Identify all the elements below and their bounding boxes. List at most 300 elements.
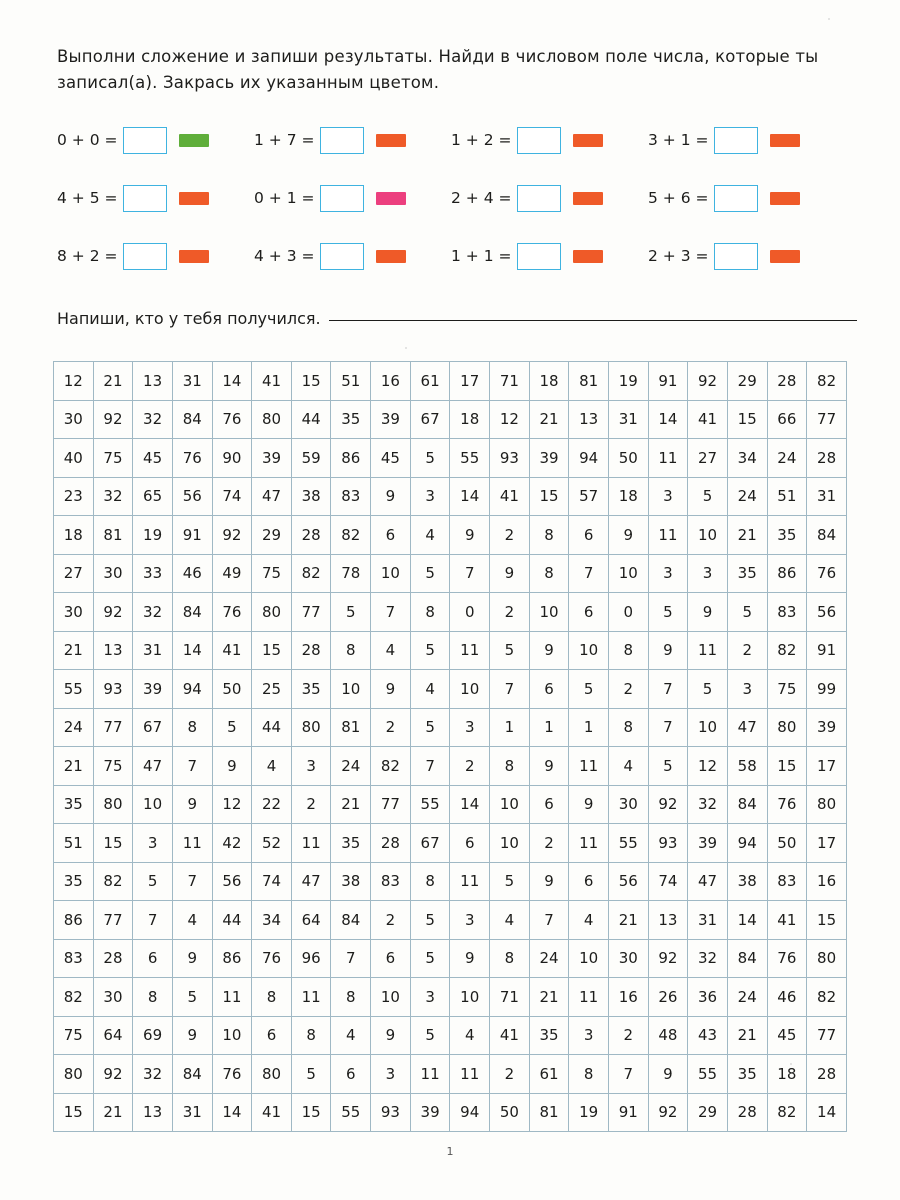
grid-cell[interactable]: 61 xyxy=(529,1055,569,1094)
grid-cell[interactable]: 92 xyxy=(93,400,133,439)
grid-cell[interactable]: 76 xyxy=(172,439,212,478)
grid-cell[interactable]: 38 xyxy=(291,477,331,516)
grid-cell[interactable]: 11 xyxy=(291,824,331,863)
grid-cell[interactable]: 8 xyxy=(569,1055,609,1094)
grid-cell[interactable]: 15 xyxy=(767,747,807,786)
grid-cell[interactable]: 74 xyxy=(648,862,688,901)
grid-cell[interactable]: 31 xyxy=(688,901,728,940)
grid-cell[interactable]: 0 xyxy=(608,593,648,632)
grid-cell[interactable]: 67 xyxy=(410,824,450,863)
grid-cell[interactable]: 55 xyxy=(410,785,450,824)
grid-cell[interactable]: 93 xyxy=(371,1093,411,1132)
grid-cell[interactable]: 10 xyxy=(608,554,648,593)
grid-cell[interactable]: 14 xyxy=(212,362,252,401)
grid-cell[interactable]: 51 xyxy=(767,477,807,516)
grid-cell[interactable]: 21 xyxy=(54,631,94,670)
grid-cell[interactable]: 5 xyxy=(490,631,530,670)
grid-cell[interactable]: 18 xyxy=(608,477,648,516)
grid-cell[interactable]: 7 xyxy=(410,747,450,786)
answer-input-box[interactable] xyxy=(714,185,758,212)
grid-cell[interactable]: 0 xyxy=(450,593,490,632)
grid-cell[interactable]: 41 xyxy=(212,631,252,670)
grid-cell[interactable]: 80 xyxy=(252,593,292,632)
grid-cell[interactable]: 30 xyxy=(608,785,648,824)
grid-cell[interactable]: 8 xyxy=(291,1016,331,1055)
grid-cell[interactable]: 5 xyxy=(727,593,767,632)
grid-cell[interactable]: 11 xyxy=(648,439,688,478)
grid-cell[interactable]: 35 xyxy=(727,554,767,593)
grid-cell[interactable]: 21 xyxy=(54,747,94,786)
grid-cell[interactable]: 4 xyxy=(331,1016,371,1055)
grid-cell[interactable]: 30 xyxy=(93,554,133,593)
grid-cell[interactable]: 94 xyxy=(450,1093,490,1132)
grid-cell[interactable]: 64 xyxy=(93,1016,133,1055)
grid-cell[interactable]: 4 xyxy=(490,901,530,940)
grid-cell[interactable]: 11 xyxy=(648,516,688,555)
grid-cell[interactable]: 67 xyxy=(133,708,173,747)
grid-cell[interactable]: 2 xyxy=(450,747,490,786)
grid-cell[interactable]: 10 xyxy=(450,978,490,1017)
answer-input-box[interactable] xyxy=(517,127,561,154)
grid-cell[interactable]: 55 xyxy=(54,670,94,709)
grid-cell[interactable]: 82 xyxy=(54,978,94,1017)
grid-cell[interactable]: 50 xyxy=(490,1093,530,1132)
grid-cell[interactable]: 80 xyxy=(807,939,847,978)
grid-cell[interactable]: 29 xyxy=(688,1093,728,1132)
grid-cell[interactable]: 75 xyxy=(93,439,133,478)
grid-cell[interactable]: 77 xyxy=(807,400,847,439)
grid-cell[interactable]: 9 xyxy=(529,747,569,786)
grid-cell[interactable]: 92 xyxy=(648,785,688,824)
grid-cell[interactable]: 56 xyxy=(212,862,252,901)
grid-cell[interactable]: 11 xyxy=(450,631,490,670)
grid-cell[interactable]: 39 xyxy=(807,708,847,747)
grid-cell[interactable]: 47 xyxy=(291,862,331,901)
grid-cell[interactable]: 18 xyxy=(767,1055,807,1094)
grid-cell[interactable]: 43 xyxy=(688,1016,728,1055)
grid-cell[interactable]: 35 xyxy=(727,1055,767,1094)
grid-cell[interactable]: 40 xyxy=(54,439,94,478)
grid-cell[interactable]: 75 xyxy=(767,670,807,709)
grid-cell[interactable]: 9 xyxy=(371,1016,411,1055)
grid-cell[interactable]: 83 xyxy=(54,939,94,978)
grid-cell[interactable]: 93 xyxy=(93,670,133,709)
grid-cell[interactable]: 3 xyxy=(410,978,450,1017)
grid-cell[interactable]: 7 xyxy=(450,554,490,593)
grid-cell[interactable]: 13 xyxy=(133,362,173,401)
grid-cell[interactable]: 5 xyxy=(648,747,688,786)
grid-cell[interactable]: 7 xyxy=(648,670,688,709)
grid-cell[interactable]: 26 xyxy=(648,978,688,1017)
grid-cell[interactable]: 83 xyxy=(767,593,807,632)
grid-cell[interactable]: 29 xyxy=(252,516,292,555)
answer-input-box[interactable] xyxy=(517,185,561,212)
grid-cell[interactable]: 76 xyxy=(767,785,807,824)
grid-cell[interactable]: 14 xyxy=(450,477,490,516)
grid-cell[interactable]: 55 xyxy=(331,1093,371,1132)
grid-cell[interactable]: 35 xyxy=(54,785,94,824)
grid-cell[interactable]: 6 xyxy=(371,516,411,555)
grid-cell[interactable]: 5 xyxy=(410,939,450,978)
grid-cell[interactable]: 28 xyxy=(291,631,331,670)
grid-cell[interactable]: 9 xyxy=(450,939,490,978)
grid-cell[interactable]: 6 xyxy=(569,516,609,555)
grid-cell[interactable]: 11 xyxy=(450,862,490,901)
grid-cell[interactable]: 19 xyxy=(608,362,648,401)
grid-cell[interactable]: 13 xyxy=(133,1093,173,1132)
grid-cell[interactable]: 16 xyxy=(608,978,648,1017)
grid-cell[interactable]: 21 xyxy=(608,901,648,940)
grid-cell[interactable]: 6 xyxy=(252,1016,292,1055)
grid-cell[interactable]: 18 xyxy=(450,400,490,439)
grid-cell[interactable]: 47 xyxy=(252,477,292,516)
grid-cell[interactable]: 12 xyxy=(688,747,728,786)
grid-cell[interactable]: 1 xyxy=(569,708,609,747)
grid-cell[interactable]: 3 xyxy=(450,708,490,747)
grid-cell[interactable]: 7 xyxy=(133,901,173,940)
grid-cell[interactable]: 8 xyxy=(490,747,530,786)
grid-cell[interactable]: 78 xyxy=(331,554,371,593)
grid-cell[interactable]: 35 xyxy=(331,824,371,863)
grid-cell[interactable]: 82 xyxy=(331,516,371,555)
grid-cell[interactable]: 30 xyxy=(54,593,94,632)
grid-cell[interactable]: 3 xyxy=(648,554,688,593)
grid-cell[interactable]: 9 xyxy=(172,1016,212,1055)
grid-cell[interactable]: 50 xyxy=(212,670,252,709)
grid-cell[interactable]: 76 xyxy=(807,554,847,593)
grid-cell[interactable]: 32 xyxy=(133,1055,173,1094)
grid-cell[interactable]: 48 xyxy=(648,1016,688,1055)
grid-cell[interactable]: 65 xyxy=(133,477,173,516)
grid-cell[interactable]: 21 xyxy=(93,1093,133,1132)
grid-cell[interactable]: 31 xyxy=(172,1093,212,1132)
grid-cell[interactable]: 2 xyxy=(490,1055,530,1094)
grid-cell[interactable]: 27 xyxy=(54,554,94,593)
answer-input-box[interactable] xyxy=(320,243,364,270)
grid-cell[interactable]: 74 xyxy=(252,862,292,901)
grid-cell[interactable]: 19 xyxy=(569,1093,609,1132)
grid-cell[interactable]: 83 xyxy=(767,862,807,901)
grid-cell[interactable]: 76 xyxy=(212,400,252,439)
grid-cell[interactable]: 6 xyxy=(371,939,411,978)
grid-cell[interactable]: 31 xyxy=(608,400,648,439)
answer-input-box[interactable] xyxy=(320,127,364,154)
grid-cell[interactable]: 12 xyxy=(490,400,530,439)
grid-cell[interactable]: 6 xyxy=(529,670,569,709)
grid-cell[interactable]: 35 xyxy=(767,516,807,555)
grid-cell[interactable]: 39 xyxy=(410,1093,450,1132)
grid-cell[interactable]: 4 xyxy=(172,901,212,940)
grid-cell[interactable]: 4 xyxy=(608,747,648,786)
grid-cell[interactable]: 76 xyxy=(767,939,807,978)
grid-cell[interactable]: 11 xyxy=(410,1055,450,1094)
answer-input-box[interactable] xyxy=(123,185,167,212)
grid-cell[interactable]: 11 xyxy=(569,824,609,863)
answer-input-box[interactable] xyxy=(320,185,364,212)
grid-cell[interactable]: 39 xyxy=(371,400,411,439)
grid-cell[interactable]: 56 xyxy=(172,477,212,516)
grid-cell[interactable]: 5 xyxy=(410,1016,450,1055)
grid-cell[interactable]: 15 xyxy=(291,1093,331,1132)
grid-cell[interactable]: 77 xyxy=(371,785,411,824)
grid-cell[interactable]: 7 xyxy=(608,1055,648,1094)
grid-cell[interactable]: 21 xyxy=(529,978,569,1017)
grid-cell[interactable]: 80 xyxy=(807,785,847,824)
grid-cell[interactable]: 77 xyxy=(93,901,133,940)
grid-cell[interactable]: 41 xyxy=(252,362,292,401)
grid-cell[interactable]: 77 xyxy=(93,708,133,747)
grid-cell[interactable]: 9 xyxy=(172,785,212,824)
grid-cell[interactable]: 5 xyxy=(688,670,728,709)
grid-cell[interactable]: 10 xyxy=(490,785,530,824)
grid-cell[interactable]: 4 xyxy=(410,670,450,709)
grid-cell[interactable]: 38 xyxy=(727,862,767,901)
grid-cell[interactable]: 75 xyxy=(93,747,133,786)
grid-cell[interactable]: 1 xyxy=(490,708,530,747)
grid-cell[interactable]: 5 xyxy=(569,670,609,709)
grid-cell[interactable]: 2 xyxy=(608,670,648,709)
grid-cell[interactable]: 84 xyxy=(172,400,212,439)
grid-cell[interactable]: 9 xyxy=(608,516,648,555)
grid-cell[interactable]: 5 xyxy=(212,708,252,747)
answer-rule[interactable] xyxy=(329,320,857,321)
grid-cell[interactable]: 92 xyxy=(93,593,133,632)
grid-cell[interactable]: 30 xyxy=(608,939,648,978)
grid-cell[interactable]: 4 xyxy=(252,747,292,786)
grid-cell[interactable]: 9 xyxy=(529,631,569,670)
grid-cell[interactable]: 41 xyxy=(252,1093,292,1132)
grid-cell[interactable]: 77 xyxy=(807,1016,847,1055)
grid-cell[interactable]: 66 xyxy=(767,400,807,439)
grid-cell[interactable]: 84 xyxy=(172,593,212,632)
grid-cell[interactable]: 55 xyxy=(450,439,490,478)
grid-cell[interactable]: 82 xyxy=(371,747,411,786)
grid-cell[interactable]: 86 xyxy=(767,554,807,593)
grid-cell[interactable]: 28 xyxy=(371,824,411,863)
grid-cell[interactable]: 76 xyxy=(212,1055,252,1094)
grid-cell[interactable]: 80 xyxy=(252,400,292,439)
grid-cell[interactable]: 1 xyxy=(529,708,569,747)
grid-cell[interactable]: 41 xyxy=(767,901,807,940)
grid-cell[interactable]: 11 xyxy=(291,978,331,1017)
grid-cell[interactable]: 24 xyxy=(529,939,569,978)
grid-cell[interactable]: 5 xyxy=(648,593,688,632)
grid-cell[interactable]: 92 xyxy=(648,939,688,978)
grid-cell[interactable]: 33 xyxy=(133,554,173,593)
grid-cell[interactable]: 47 xyxy=(133,747,173,786)
grid-cell[interactable]: 58 xyxy=(727,747,767,786)
grid-cell[interactable]: 28 xyxy=(93,939,133,978)
grid-cell[interactable]: 3 xyxy=(410,477,450,516)
grid-cell[interactable]: 12 xyxy=(212,785,252,824)
grid-cell[interactable]: 17 xyxy=(450,362,490,401)
grid-cell[interactable]: 14 xyxy=(450,785,490,824)
grid-cell[interactable]: 31 xyxy=(172,362,212,401)
grid-cell[interactable]: 5 xyxy=(172,978,212,1017)
grid-cell[interactable]: 82 xyxy=(291,554,331,593)
grid-cell[interactable]: 42 xyxy=(212,824,252,863)
grid-cell[interactable]: 9 xyxy=(529,862,569,901)
grid-cell[interactable]: 50 xyxy=(767,824,807,863)
grid-cell[interactable]: 55 xyxy=(608,824,648,863)
grid-cell[interactable]: 59 xyxy=(291,439,331,478)
grid-cell[interactable]: 19 xyxy=(133,516,173,555)
grid-cell[interactable]: 11 xyxy=(569,978,609,1017)
grid-cell[interactable]: 35 xyxy=(291,670,331,709)
grid-cell[interactable]: 46 xyxy=(767,978,807,1017)
grid-cell[interactable]: 82 xyxy=(93,862,133,901)
grid-cell[interactable]: 74 xyxy=(212,477,252,516)
grid-cell[interactable]: 11 xyxy=(212,978,252,1017)
grid-cell[interactable]: 32 xyxy=(688,785,728,824)
grid-cell[interactable]: 9 xyxy=(648,1055,688,1094)
grid-cell[interactable]: 84 xyxy=(807,516,847,555)
grid-cell[interactable]: 69 xyxy=(133,1016,173,1055)
grid-cell[interactable]: 52 xyxy=(252,824,292,863)
grid-cell[interactable]: 21 xyxy=(331,785,371,824)
grid-cell[interactable]: 10 xyxy=(371,554,411,593)
grid-cell[interactable]: 80 xyxy=(252,1055,292,1094)
grid-cell[interactable]: 91 xyxy=(648,362,688,401)
grid-cell[interactable]: 3 xyxy=(648,477,688,516)
grid-cell[interactable]: 61 xyxy=(410,362,450,401)
grid-cell[interactable]: 84 xyxy=(172,1055,212,1094)
grid-cell[interactable]: 49 xyxy=(212,554,252,593)
grid-cell[interactable]: 16 xyxy=(807,862,847,901)
grid-cell[interactable]: 57 xyxy=(569,477,609,516)
grid-cell[interactable]: 86 xyxy=(212,939,252,978)
grid-cell[interactable]: 35 xyxy=(331,400,371,439)
grid-cell[interactable]: 82 xyxy=(807,978,847,1017)
grid-cell[interactable]: 51 xyxy=(54,824,94,863)
grid-cell[interactable]: 8 xyxy=(331,631,371,670)
grid-cell[interactable]: 76 xyxy=(212,593,252,632)
grid-cell[interactable]: 71 xyxy=(490,978,530,1017)
grid-cell[interactable]: 81 xyxy=(529,1093,569,1132)
grid-cell[interactable]: 10 xyxy=(688,516,728,555)
grid-cell[interactable]: 96 xyxy=(291,939,331,978)
grid-cell[interactable]: 84 xyxy=(331,901,371,940)
answer-input-box[interactable] xyxy=(123,127,167,154)
grid-cell[interactable]: 11 xyxy=(569,747,609,786)
grid-cell[interactable]: 80 xyxy=(291,708,331,747)
grid-cell[interactable]: 44 xyxy=(212,901,252,940)
grid-cell[interactable]: 13 xyxy=(648,901,688,940)
grid-cell[interactable]: 6 xyxy=(450,824,490,863)
grid-cell[interactable]: 4 xyxy=(371,631,411,670)
grid-cell[interactable]: 13 xyxy=(569,400,609,439)
grid-cell[interactable]: 2 xyxy=(371,901,411,940)
grid-cell[interactable]: 41 xyxy=(490,1016,530,1055)
grid-cell[interactable]: 94 xyxy=(569,439,609,478)
grid-cell[interactable]: 6 xyxy=(569,593,609,632)
grid-cell[interactable]: 10 xyxy=(371,978,411,1017)
grid-cell[interactable]: 76 xyxy=(252,939,292,978)
grid-cell[interactable]: 15 xyxy=(291,362,331,401)
grid-cell[interactable]: 28 xyxy=(807,1055,847,1094)
grid-cell[interactable]: 91 xyxy=(172,516,212,555)
grid-cell[interactable]: 44 xyxy=(291,400,331,439)
grid-cell[interactable]: 92 xyxy=(688,362,728,401)
grid-cell[interactable]: 28 xyxy=(767,362,807,401)
grid-cell[interactable]: 39 xyxy=(133,670,173,709)
grid-cell[interactable]: 38 xyxy=(331,862,371,901)
grid-cell[interactable]: 14 xyxy=(172,631,212,670)
grid-cell[interactable]: 17 xyxy=(807,824,847,863)
grid-cell[interactable]: 36 xyxy=(688,978,728,1017)
grid-cell[interactable]: 9 xyxy=(688,593,728,632)
grid-cell[interactable]: 83 xyxy=(331,477,371,516)
grid-cell[interactable]: 11 xyxy=(688,631,728,670)
grid-cell[interactable]: 84 xyxy=(727,785,767,824)
grid-cell[interactable]: 9 xyxy=(648,631,688,670)
grid-cell[interactable]: 75 xyxy=(54,1016,94,1055)
grid-cell[interactable]: 14 xyxy=(807,1093,847,1132)
grid-cell[interactable]: 32 xyxy=(93,477,133,516)
grid-cell[interactable]: 28 xyxy=(291,516,331,555)
grid-cell[interactable]: 24 xyxy=(727,978,767,1017)
grid-cell[interactable]: 8 xyxy=(410,862,450,901)
grid-cell[interactable]: 11 xyxy=(450,1055,490,1094)
grid-cell[interactable]: 67 xyxy=(410,400,450,439)
grid-cell[interactable]: 30 xyxy=(54,400,94,439)
grid-cell[interactable]: 8 xyxy=(172,708,212,747)
grid-cell[interactable]: 28 xyxy=(727,1093,767,1132)
grid-cell[interactable]: 45 xyxy=(371,439,411,478)
grid-cell[interactable]: 23 xyxy=(54,477,94,516)
grid-cell[interactable]: 2 xyxy=(529,824,569,863)
grid-cell[interactable]: 3 xyxy=(371,1055,411,1094)
grid-cell[interactable]: 55 xyxy=(688,1055,728,1094)
grid-cell[interactable]: 8 xyxy=(410,593,450,632)
grid-cell[interactable]: 10 xyxy=(688,708,728,747)
grid-cell[interactable]: 92 xyxy=(93,1055,133,1094)
grid-cell[interactable]: 15 xyxy=(807,901,847,940)
grid-cell[interactable]: 39 xyxy=(688,824,728,863)
grid-cell[interactable]: 7 xyxy=(529,901,569,940)
grid-cell[interactable]: 10 xyxy=(569,631,609,670)
grid-cell[interactable]: 5 xyxy=(410,631,450,670)
grid-cell[interactable]: 21 xyxy=(727,1016,767,1055)
grid-cell[interactable]: 9 xyxy=(172,939,212,978)
grid-cell[interactable]: 27 xyxy=(688,439,728,478)
grid-cell[interactable]: 15 xyxy=(529,477,569,516)
grid-cell[interactable]: 6 xyxy=(529,785,569,824)
grid-cell[interactable]: 5 xyxy=(490,862,530,901)
grid-cell[interactable]: 10 xyxy=(212,1016,252,1055)
grid-cell[interactable]: 93 xyxy=(490,439,530,478)
grid-cell[interactable]: 80 xyxy=(54,1055,94,1094)
grid-cell[interactable]: 15 xyxy=(93,824,133,863)
grid-cell[interactable]: 91 xyxy=(608,1093,648,1132)
grid-cell[interactable]: 81 xyxy=(93,516,133,555)
answer-input-box[interactable] xyxy=(123,243,167,270)
grid-cell[interactable]: 10 xyxy=(133,785,173,824)
grid-cell[interactable]: 32 xyxy=(688,939,728,978)
grid-cell[interactable]: 29 xyxy=(727,362,767,401)
grid-cell[interactable]: 46 xyxy=(172,554,212,593)
grid-cell[interactable]: 9 xyxy=(569,785,609,824)
grid-cell[interactable]: 25 xyxy=(252,670,292,709)
grid-cell[interactable]: 7 xyxy=(172,747,212,786)
grid-cell[interactable]: 21 xyxy=(529,400,569,439)
grid-cell[interactable]: 3 xyxy=(727,670,767,709)
grid-cell[interactable]: 92 xyxy=(648,1093,688,1132)
grid-cell[interactable]: 84 xyxy=(727,939,767,978)
grid-cell[interactable]: 5 xyxy=(688,477,728,516)
grid-cell[interactable]: 86 xyxy=(331,439,371,478)
grid-cell[interactable]: 8 xyxy=(133,978,173,1017)
